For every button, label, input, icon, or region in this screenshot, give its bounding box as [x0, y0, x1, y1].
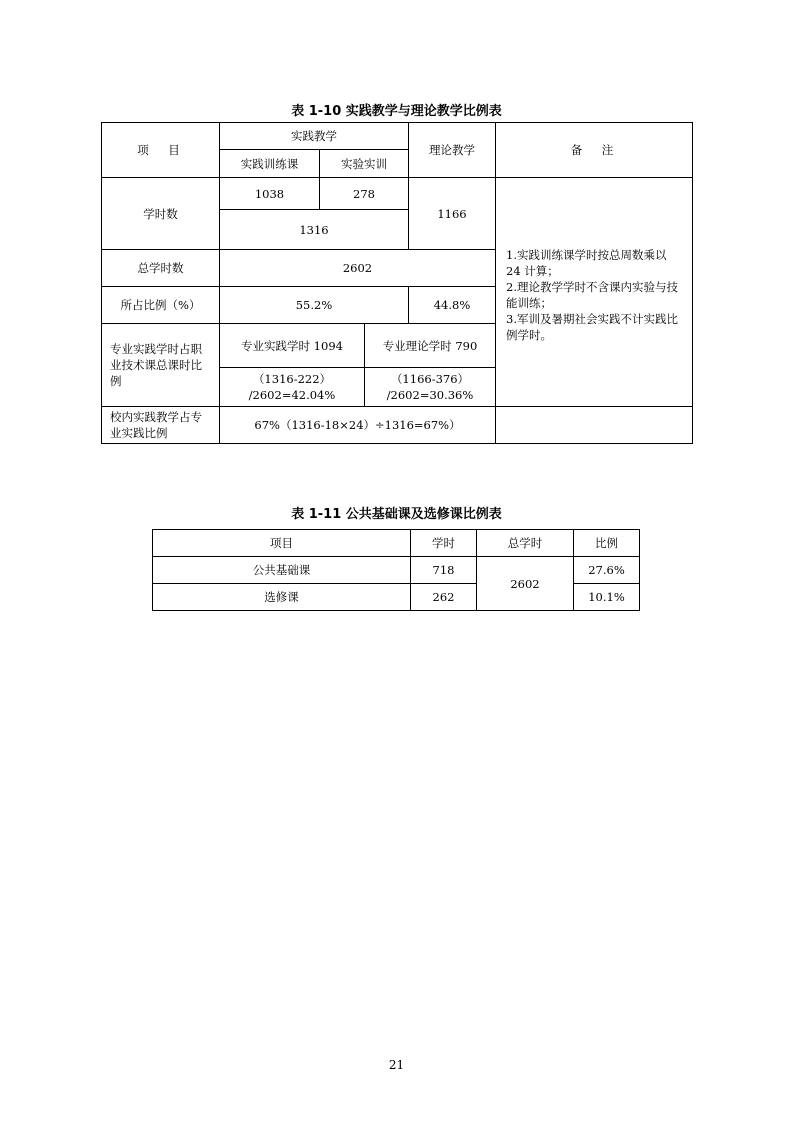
campus-remark-empty — [495, 406, 693, 444]
t2-row2-item: 选修课 — [152, 583, 411, 611]
hours-practice-total: 1316 — [219, 209, 409, 250]
remark-2: 2.理论教学学时不含课内实验与技能训练； — [506, 280, 678, 310]
professional-theory-hours: 专业理论学时 790 — [364, 323, 496, 368]
table1-caption: 表 1-10 实践教学与理论教学比例表 — [291, 104, 502, 119]
professional-practice-hours: 专业实践学时 1094 — [219, 323, 365, 368]
t2-row2-ratio: 10.1% — [573, 583, 640, 611]
ratio-theory: 44.8% — [408, 286, 496, 324]
t2-total-hours: 2602 — [476, 556, 574, 611]
ratio-practice: 55.2% — [219, 286, 409, 324]
hours-lab: 278 — [319, 177, 409, 210]
total-value: 2602 — [219, 249, 496, 287]
t2-row2-hours: 262 — [410, 583, 477, 611]
professional-practice-calc — [219, 367, 365, 407]
professional-theory-calc — [364, 367, 496, 407]
theory-calc-line2: /2602=30.36% — [386, 388, 474, 402]
ratio-label: 所占比例（%） — [101, 286, 220, 324]
t2-header-ratio: 比例 — [573, 529, 640, 557]
total-label: 总学时数 — [101, 249, 220, 287]
t2-header-hours: 学时 — [410, 529, 477, 557]
header-training: 实践训练课 — [219, 149, 320, 178]
header-lab: 实验实训 — [319, 149, 409, 178]
practice-calc-line2: /2602=42.04% — [248, 388, 336, 402]
campus-value: 67%（1316-18×24）÷1316=67%） — [219, 406, 496, 444]
remark-3: 3.军训及暑期社会实践不计实践比例学时。 — [506, 312, 678, 342]
campus-label: 校内实践教学占专业实践比例 — [101, 406, 220, 444]
practice-calc-line1: （1316-222） — [252, 372, 332, 386]
page-number: 21 — [388, 1058, 405, 1072]
header-item: 项 目 — [101, 122, 220, 178]
hours-theory: 1166 — [408, 177, 496, 250]
t2-row1-ratio: 27.6% — [573, 556, 640, 584]
theory-calc-line1: （1166-376） — [390, 372, 470, 386]
table2-caption: 表 1-11 公共基础课及选修课比例表 — [291, 507, 502, 522]
t2-header-total: 总学时 — [476, 529, 574, 557]
remark-1: 1.实践训练课学时按总周数乘以 24 计算； — [506, 248, 667, 278]
header-remark: 备 注 — [495, 122, 693, 178]
header-theory: 理论教学 — [408, 122, 496, 178]
professional-label: 专业实践学时占职业技术课总课时比例 — [101, 323, 220, 407]
hours-label: 学时数 — [101, 177, 220, 250]
header-practice: 实践教学 — [219, 122, 409, 150]
t2-header-item: 项目 — [152, 529, 411, 557]
hours-training: 1038 — [219, 177, 320, 210]
t2-row1-hours: 718 — [410, 556, 477, 584]
t2-row1-item: 公共基础课 — [152, 556, 411, 584]
remarks-cell — [495, 177, 693, 407]
